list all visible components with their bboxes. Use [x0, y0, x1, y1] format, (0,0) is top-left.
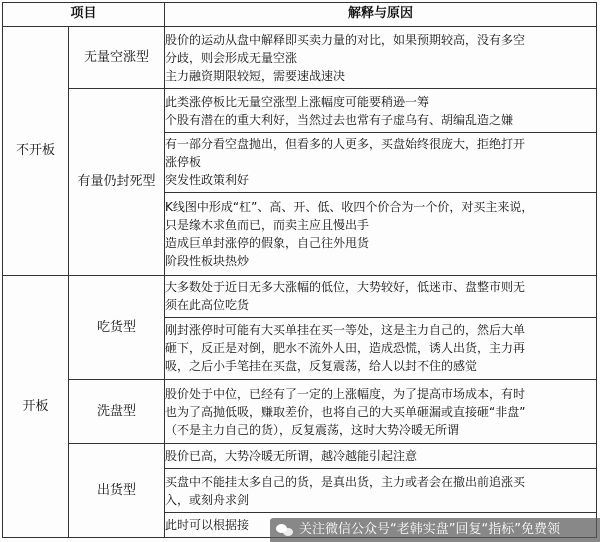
type-accumulation: 吃货型 [69, 276, 165, 380]
explanation-cell [165, 469, 597, 513]
explanation-cell [165, 444, 597, 469]
explanation-line: （不是主力自己的货），反复震荡，这时大势冷暖无所谓 [165, 422, 460, 437]
explanation-line: 入，或刻舟求剑 [165, 492, 250, 507]
explanation-line: 股价的运动从盘中解释即买卖力量的对比，如果预期较高，没有多空 [165, 32, 526, 47]
explanation-line: 刚封涨停时可能有大买单挂在买一等处，这是主力自己的，然后大单 [165, 323, 526, 338]
type-volume-sealed: 有量仍封死型 [69, 89, 165, 276]
explanation-table [2, 2, 597, 538]
header-explanation: 解释与原因 [165, 3, 597, 27]
explanation-line: 股价已高，大势冷暖无所谓，越冷越能引起注意 [165, 449, 418, 464]
type-no-volume-surge: 无量空涨型 [69, 26, 165, 88]
wechat-watermark-banner [270, 518, 600, 542]
explanation-line: 造成巨单封涨停的假象，自己往外甩货 [165, 236, 370, 251]
category-opened: 开板 [3, 276, 69, 538]
header-item: 项目 [3, 3, 165, 27]
explanation-line: 股价处于中位，已经有了一定的上涨幅度，为了提高市场成本，有时 [165, 386, 526, 401]
explanation-line: 须在此高位吃货 [165, 298, 250, 313]
explanation-line: 突发性政策利好 [165, 173, 250, 188]
explanation-line: 此时可以根据接 [165, 518, 250, 532]
explanation-line: 涨停板 [165, 155, 202, 170]
explanation-line: K线图中形成“杠”、高、开、低、收四个价合为一个价，对买主来说， [165, 200, 534, 215]
explanation-cell [165, 89, 597, 133]
explanation-line: 砸下，反正是对倒，肥水不流外人田，造成恐慌，诱人出货，主力再 [165, 341, 526, 356]
explanation-cell [165, 380, 597, 444]
explanation-cell [165, 132, 597, 192]
category-not-opened: 不开板 [3, 26, 69, 275]
explanation-line: 阶段性板块热炒 [165, 254, 250, 269]
explanation-line: 买盘中不能挂太多自己的货，是真出货，主力或者会在撤出前追涨买 [165, 474, 526, 489]
explanation-line: 此类涨停板比无量空涨型上涨幅度可能要稍逊一筹 [165, 94, 430, 109]
explanation-line: 有一部分看空盘抛出，但看多的人更多，买盘始终很庞大，拒绝打开 [165, 137, 526, 152]
table-header-row [3, 3, 597, 27]
explanation-cell [165, 26, 597, 88]
table-row [3, 380, 597, 444]
type-shakeout: 洗盘型 [69, 380, 165, 444]
explanation-cell [165, 317, 597, 379]
explanation-cell [165, 193, 597, 276]
watermark-text: 关注微信公众号“老韩实盘”回复“指标”免费领 [299, 522, 560, 537]
explanation-line: 大多数处于近日无多大涨幅的低位，大势较好，低迷市、盘整市则无 [165, 280, 526, 295]
type-distribution: 出货型 [69, 444, 165, 538]
table-row [3, 89, 597, 133]
table-row [3, 444, 597, 469]
explanation-line: 分歧，则会形成无量空涨 [165, 50, 298, 65]
table-row [3, 276, 597, 318]
explanation-line: 个股有潜在的重大利好，当然过去也常有子虚乌有、胡编乱造之嫌 [165, 112, 514, 127]
explanation-line: 主力融资期限较短，需要速战速决 [165, 68, 346, 83]
explanation-line: 吸，之后小手笔挂在买盘，反复震荡，给人以封不住的感觉 [165, 359, 478, 374]
explanation-cell [165, 276, 597, 318]
explanation-line: 只是缘木求鱼而已，而卖主应且慢出手 [165, 218, 370, 233]
wechat-icon [276, 523, 294, 537]
explanation-line: 也为了高抛低吸，赚取差价，也将自己的大买单砸漏或直接砸“非盘” [165, 404, 526, 419]
table-row [3, 26, 597, 88]
